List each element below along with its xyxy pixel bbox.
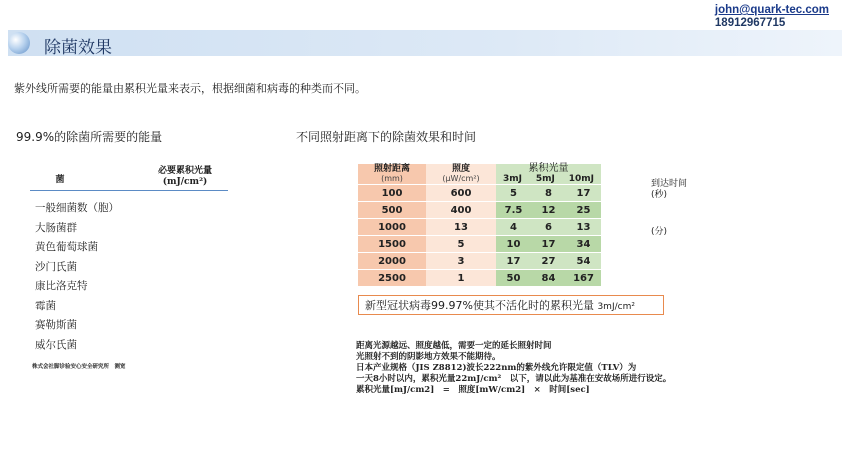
title-bar [8,30,842,56]
source-note: 株式会社脚诊验安心安全研究所 测宽 [32,364,126,370]
dose-3mj-header: 3mJ [502,174,522,184]
bacteria-item: 威尔氏菌 [35,338,77,351]
note-line: 光照射不到的阴影地方效果不能期待。 [356,352,501,362]
bacteria-column-header: 菌 [55,175,65,185]
dose-table-row: 500 400 7.5 12 25 [358,202,601,219]
illuminance-header: 照度 (μW/cm²) [426,164,496,185]
dose-table-row: 2000 3 17 27 54 [358,253,601,270]
dose-table-header-row [358,164,601,185]
notes-block [356,341,671,396]
bacteria-item: 黄色葡萄球菌 [35,241,98,253]
dose-column-header [140,166,230,188]
dose-column-header-line2: (mJ/cm²) [162,177,208,187]
bacteria-list [35,199,119,355]
contact-email[interactable]: john@quark-tec.com [714,4,829,16]
minutes-label: (分) [651,227,668,237]
bacteria-item: 霉菌 [35,299,56,312]
covid-dose-box [358,295,664,315]
cumulative-dose-header: 累积光量 3mJ 5mJ 10mJ [496,164,601,185]
contact-info [715,4,829,30]
note-line: 累积光量[mJ/cm2] = 照度[mW/cm2] × 时间[sec] [356,385,590,395]
bacteria-item: 赛勒斯菌 [35,319,77,331]
dose-table-row: 1000 13 4 6 13 [358,219,601,236]
contact-phone: 18912967715 [714,17,786,29]
dose-column-header-line1: 必要累积光量 [157,166,212,176]
dose-table [358,164,601,287]
note-line: 距离光源越远、照度越低，需要一定的延长照射时间 [356,341,552,351]
bacteria-item: 一般细菌数（胞） [35,202,119,214]
right-section-heading: 不同照射距离下的除菌效果和时间 [296,130,477,144]
dose-10mj-header: 10mJ [568,174,595,184]
dose-table-row: 2500 1 50 84 167 [358,270,601,287]
dose-5mj-header: 5mJ [535,174,555,184]
page-title: 除菌效果 [44,38,112,58]
dose-table-row: 1500 5 10 17 34 [358,236,601,253]
note-line: 一天8小时以内，累积光量22mJ/cm² 以下，请以此为基准在安故场所进行设定。 [356,374,672,384]
dose-table-row: 100 600 5 8 17 [358,185,601,202]
distance-header: 照射距离 (mm) [358,164,426,185]
title-bullet-icon [8,32,30,54]
bacteria-item: 沙门氏菌 [35,260,77,273]
note-line: 日本产业规格（JIS Z8812)波长222nm的紫外线允许限定值（TLV）为 [356,363,637,373]
covid-dose-text: 新型冠状病毒99.97%使其不活化时的累积光量 [365,299,594,312]
arrival-time-label: 到达时间 (秒) [651,179,688,200]
left-section-heading: 99.9%的除菌所需要的能量 [16,130,163,144]
intro-text: 紫外线所需要的能量由累积光量来表示，根据细菌和病毒的种类而不同。 [14,82,366,95]
bacteria-item: 大肠菌群 [35,221,77,234]
bacteria-item: 康比洛克特 [35,280,88,292]
covid-dose-value: 3mJ/cm² [597,302,635,312]
bacteria-table-header [30,166,228,191]
